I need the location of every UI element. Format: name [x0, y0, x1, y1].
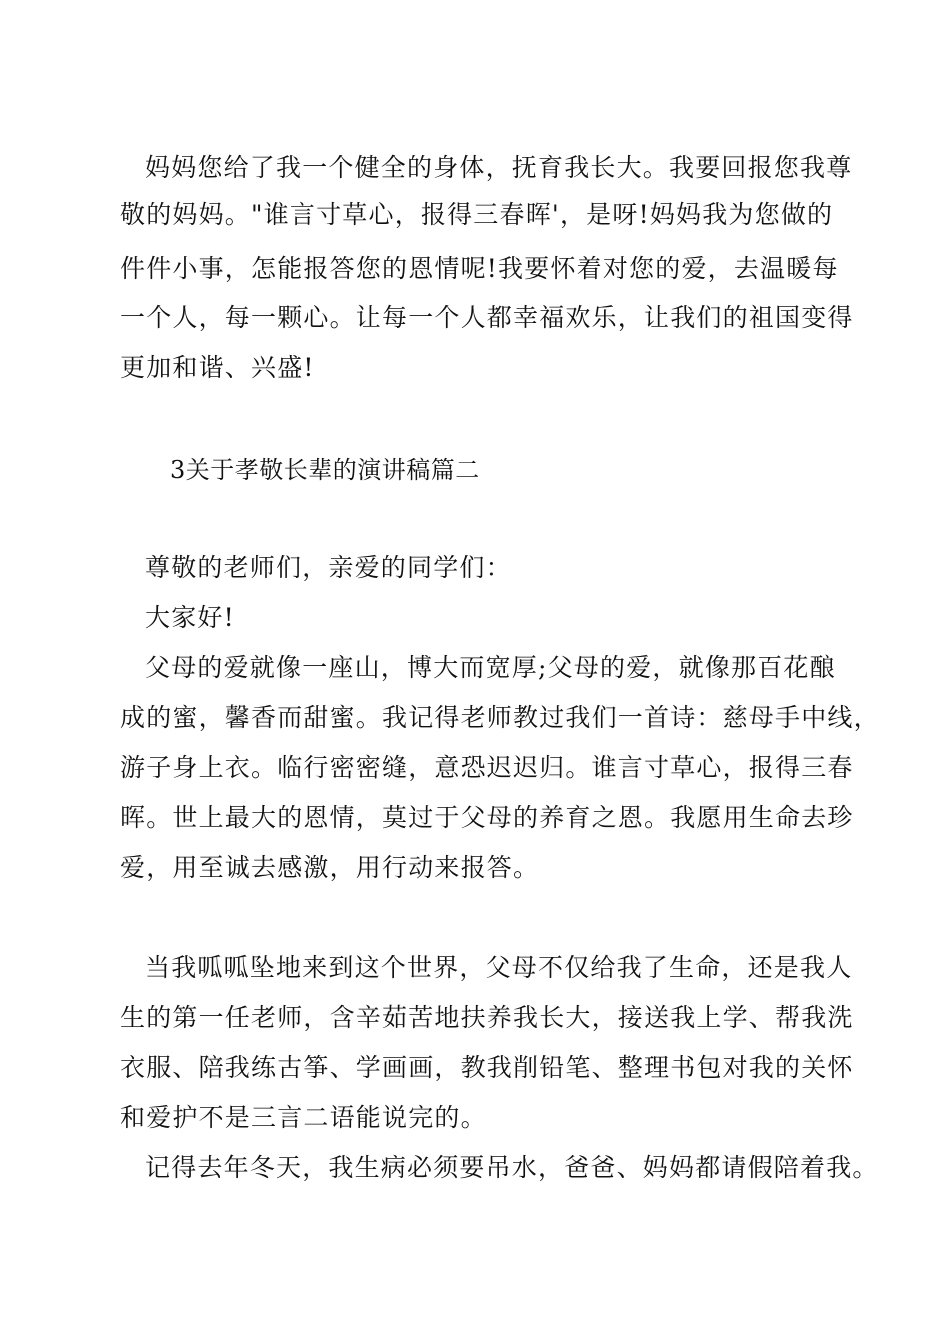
paragraph-2-line-4: 晖。世上最大的恩情，莫过于父母的养育之恩。我愿用生命去珍	[120, 803, 854, 832]
paragraph-1-line-1: 妈妈您给了我一个健全的身体，抚育我长大。我要回报您我尊	[145, 153, 853, 182]
paragraph-1-line-5: 更加和谐、兴盛!	[120, 353, 315, 382]
paragraph-1-line-3: 件件小事，怎能报答您的恩情呢!我要怀着对您的爱，去温暖每	[120, 254, 839, 283]
paragraph-3-line-3: 衣服、陪我练古筝、学画画，教我削铅笔、整理书包对我的关怀	[120, 1053, 854, 1082]
paragraph-1-line-2: 敬的妈妈。"谁言寸草心，报得三春晖'，是呀!妈妈我为您做的	[120, 200, 834, 229]
paragraph-1-line-4: 一个人，每一颗心。让每一个人都幸福欢乐，让我们的祖国变得	[120, 303, 854, 332]
paragraph-3-line-1: 当我呱呱坠地来到这个世界，父母不仅给我了生命，还是我人	[145, 953, 853, 982]
paragraph-3-line-4: 和爱护不是三言二语能说完的。	[120, 1103, 487, 1132]
section-heading: 3关于孝敬长辈的演讲稿篇二	[170, 456, 480, 484]
salutation: 尊敬的老师们，亲爱的同学们：	[145, 553, 512, 582]
paragraph-4-line-1: 记得去年冬天，我生病必须要吊水，爸爸、妈妈都请假陪着我。	[145, 1153, 879, 1182]
paragraph-2-line-2: 成的蜜，馨香而甜蜜。我记得老师教过我们一首诗：慈母手中线，	[120, 703, 880, 732]
paragraph-2-line-1: 父母的爱就像一座山，博大而宽厚;父母的爱，就像那百花酿	[145, 653, 836, 682]
paragraph-2-line-3: 游子身上衣。临行密密缝，意恐迟迟归。谁言寸草心，报得三春	[120, 753, 854, 782]
paragraph-3-line-2: 生的第一任老师，含辛茹苦地扶养我长大，接送我上学、帮我洗	[120, 1003, 854, 1032]
greeting: 大家好!	[145, 603, 235, 632]
paragraph-2-line-5: 爱，用至诚去感激，用行动来报答。	[120, 853, 540, 882]
